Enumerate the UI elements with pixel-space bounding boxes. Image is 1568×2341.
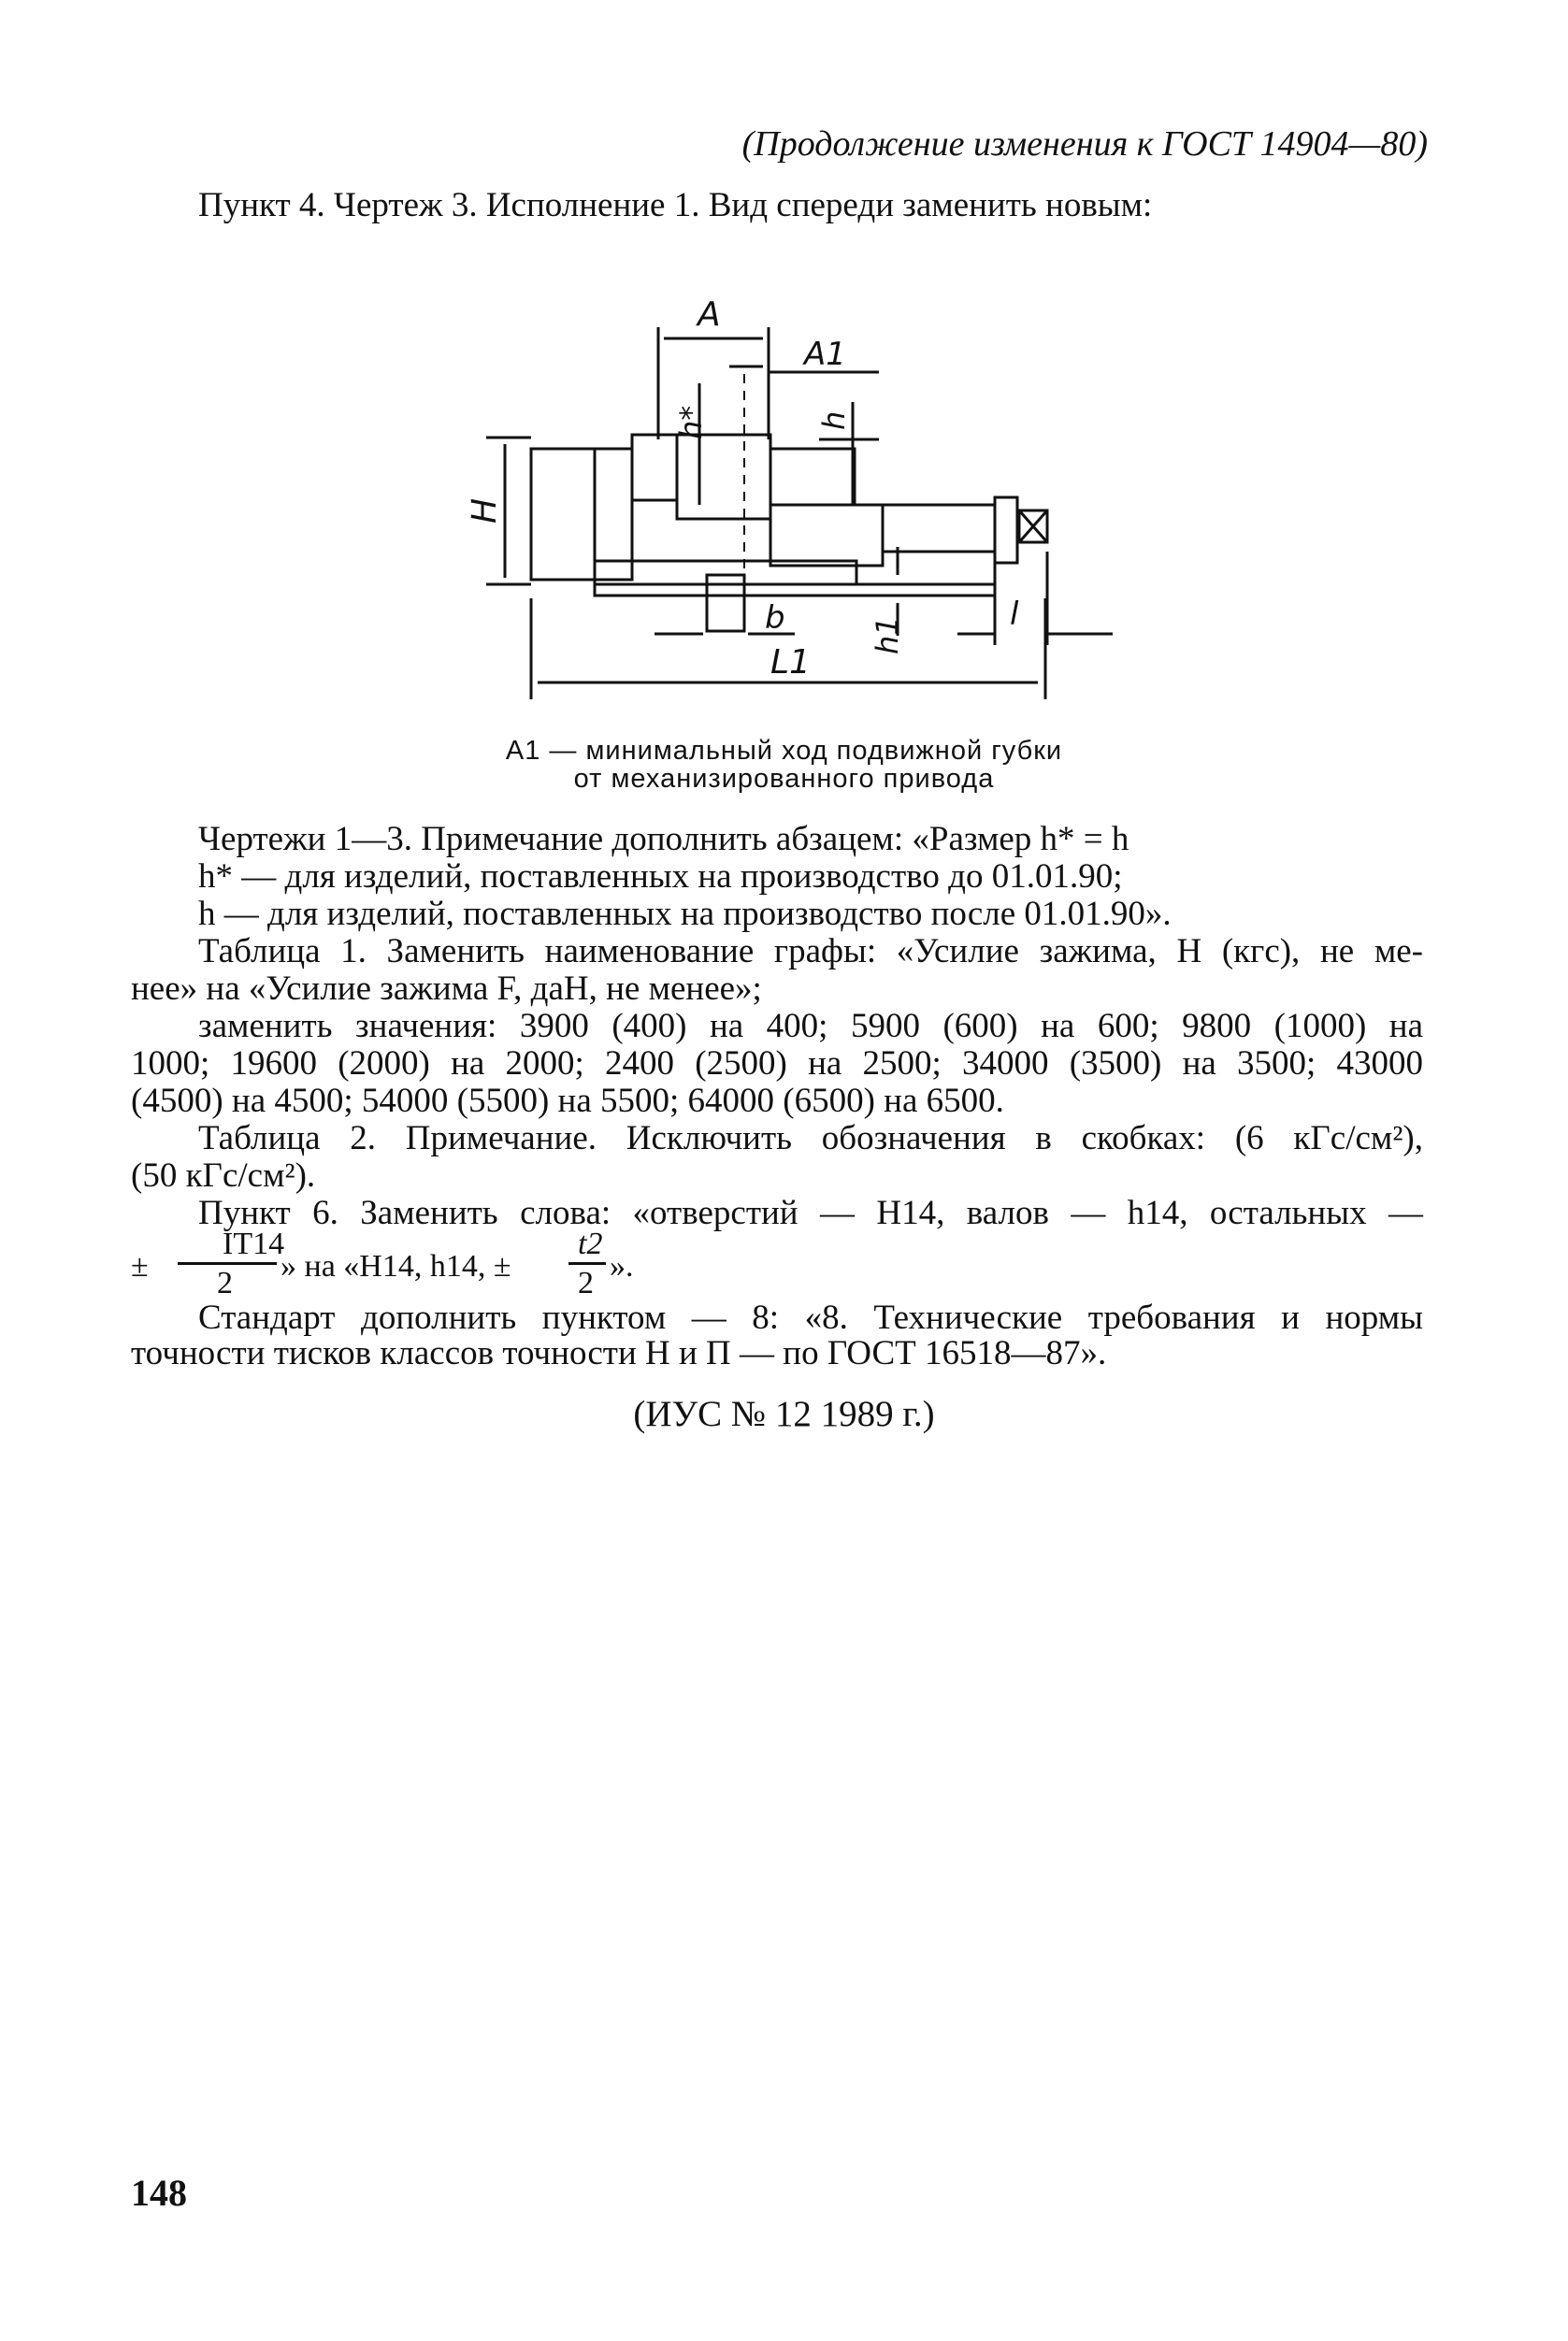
vise-drawing	[0, 0, 1568, 748]
label-L1: L1	[770, 643, 811, 682]
body-line-4: Таблица 1. Заменить наименование графы: «Усилие зажима, Н (кгс), не ме-	[198, 932, 1423, 970]
body-line-8: (4500) на 4500; 54000 (5500) на 5500; 64000 (6500) на 6500.	[131, 1082, 1004, 1120]
page-header: (Продолжение изменения к ГОСТ 14904—80)	[741, 124, 1428, 164]
label-l: l	[1010, 596, 1019, 633]
body-line-5: нее» на «Усилие зажима F, даН, не менее»;	[131, 969, 762, 1008]
body-line-1: Чертежи 1—3. Примечание дополнить абзацем: «Размер h* = h	[198, 820, 1129, 858]
label-b: b	[765, 599, 785, 637]
fraction-denominator-2: 2	[578, 1266, 594, 1300]
page-number: 148	[131, 2172, 187, 2214]
body-line-9: Таблица 2. Примечание. Исключить обозначения в скобках: (6 кГс/см²),	[198, 1119, 1423, 1157]
fraction-numerator-t2: t2	[578, 1227, 603, 1261]
intro-text: Пункт 4. Чертеж 3. Исполнение 1. Вид спереди заменить новым:	[198, 186, 1153, 224]
label-A: A	[698, 295, 721, 334]
label-h-star: h*	[673, 405, 709, 439]
body-line-6: заменить значения: 3900 (400) на 400; 5900 (600) на 600; 9800 (1000) на	[198, 1007, 1423, 1045]
label-A1: A1	[804, 336, 846, 373]
fraction-numerator-it14: IT14	[223, 1227, 285, 1261]
label-h1: h1	[870, 616, 905, 654]
plus-minus-sign: ±	[131, 1249, 149, 1284]
drawing-caption-line1: A1 — минимальный ход подвижной губки	[505, 736, 1063, 766]
fraction-middle-text: » на «H14, h14, ±	[281, 1249, 511, 1284]
label-h: h	[816, 410, 852, 430]
body-line-2: h* — для изделий, поставленных на производство до 01.01.90;	[198, 857, 1123, 896]
fraction-denominator-1: 2	[217, 1266, 233, 1300]
body-line-3: h — для изделий, поставленных на производство после 01.01.90».	[198, 895, 1172, 933]
body-line-7: 1000; 19600 (2000) на 2000; 2400 (2500) на 2500; 34000 (3500) на 3500; 43000	[131, 1044, 1423, 1083]
drawing-caption-line2: от механизированного привода	[573, 764, 995, 794]
body-line-11: Пункт 6. Заменить слова: «отверстий — H14, валов — h14, остальных —	[198, 1194, 1423, 1232]
body-line-10: (50 кГс/см²).	[131, 1156, 316, 1195]
fraction-bar-2	[568, 1262, 606, 1265]
fraction-end-text: ».	[610, 1249, 634, 1284]
ius-reference: (ИУС № 12 1989 г.)	[633, 1394, 935, 1434]
label-H: H	[466, 497, 504, 524]
body-line-13: Стандарт дополнить пунктом — 8: «8. Технические требования и нормы	[198, 1299, 1423, 1337]
fraction-bar-1	[178, 1262, 277, 1265]
body-line-14: точности тисков классов точности Н и П — по ГОСТ 16518—87».	[131, 1334, 1107, 1372]
